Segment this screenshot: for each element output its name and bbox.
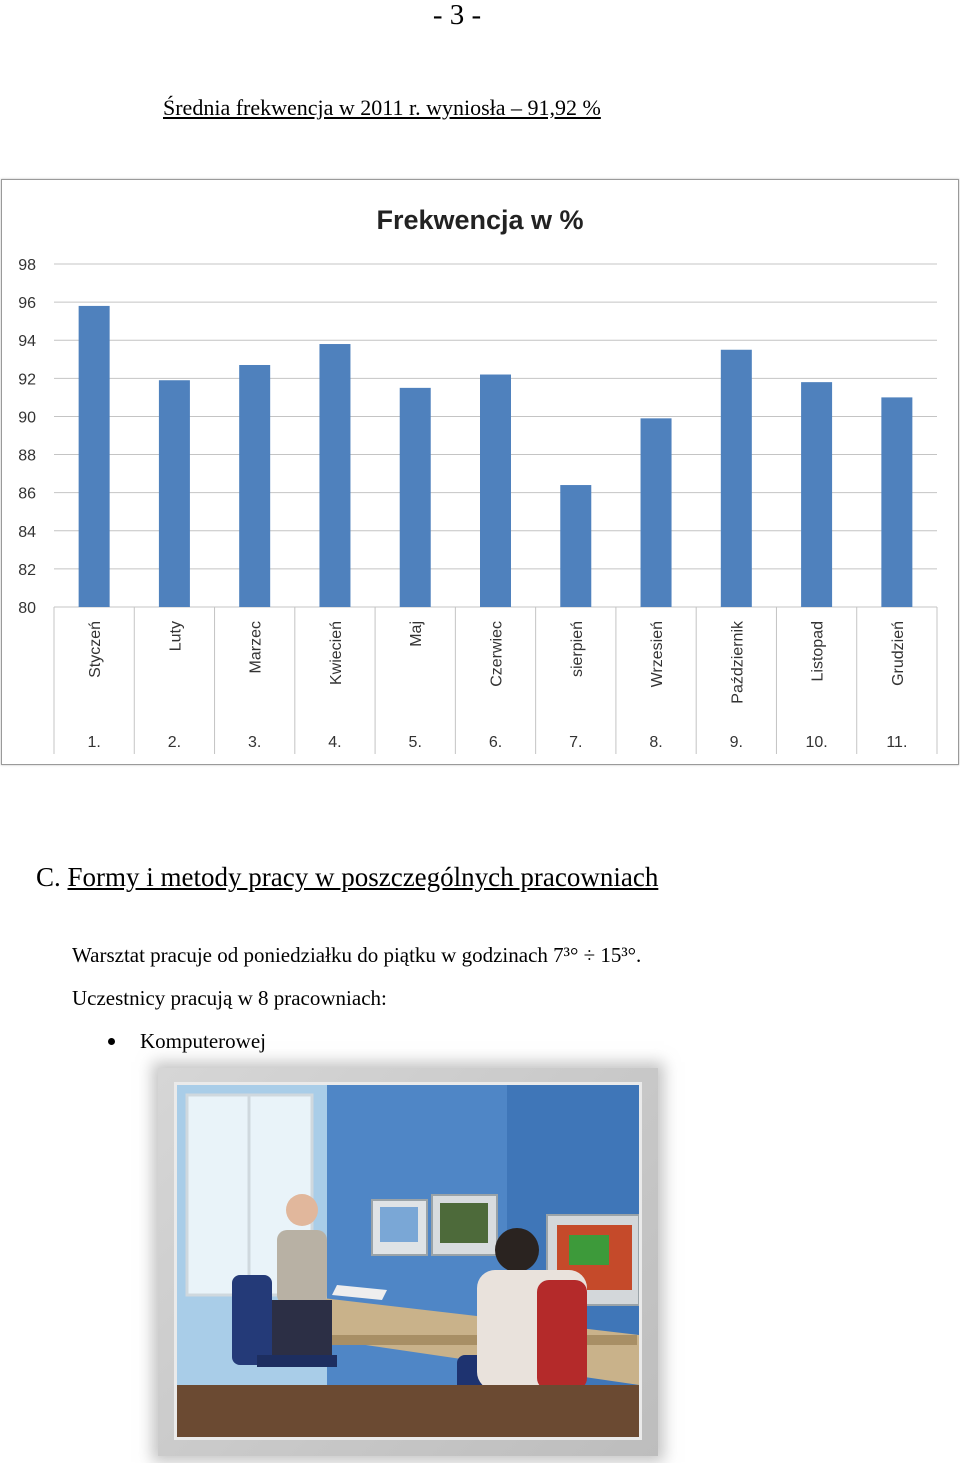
y-tick-label: 90 [18,409,36,427]
y-tick-label: 98 [18,257,36,274]
y-tick-label: 82 [18,561,36,579]
y-tick-label: 94 [18,333,36,351]
list-item [108,1029,266,1054]
x-tick-label: Wrzesień [649,621,667,688]
list-item-label: Komputerowej [140,1029,266,1053]
y-tick-label: 88 [18,447,36,465]
working-hours-paragraph: Warsztat pracuje od poniedziałku do piątku w godzinach 7³° ÷ 15³°. [72,943,642,967]
bar [801,382,832,607]
category-number: 10. [805,734,828,751]
bar [881,397,912,607]
section-title: Formy i metody pracy w poszczególnych pracowniach [67,862,659,892]
category-number: 3. [248,734,262,751]
y-tick-label: 92 [18,371,36,389]
photo-frame [158,1068,658,1456]
x-tick-label: Marzec [247,621,265,674]
bar [400,388,431,607]
category-number: 4. [328,734,342,751]
y-tick-label: 96 [18,295,36,313]
bar [239,365,270,607]
bar [319,344,350,607]
category-number: 2. [167,734,182,751]
y-tick-label: 80 [18,600,36,617]
category-number: 1. [87,734,101,751]
attendance-chart [1,179,959,765]
bar [79,306,110,607]
x-tick-label: Grudzień [889,621,907,686]
section-heading [36,862,658,893]
category-number: 9. [729,734,743,751]
computer-lab-photo [174,1082,642,1440]
workshops-paragraph: Uczestnicy pracują w 8 pracowniach: [72,986,387,1010]
section-letter: C. [36,862,61,892]
y-tick-label: 86 [18,485,36,503]
bar [721,350,752,607]
x-tick-label: Październik [729,621,747,704]
x-tick-label: Maj [408,621,426,647]
x-tick-label: Kwiecień [327,621,345,686]
x-tick-label: Styczeń [87,621,105,678]
category-number: 11. [886,734,908,751]
bar [480,375,511,607]
category-number: 5. [408,734,422,751]
chart-svg [2,180,958,764]
page-number: - 3 - [432,0,482,31]
chart-title: Frekwencja w % [376,205,584,235]
attendance-summary: Średnia frekwencja w 2011 r. wyniosła – 91,92 % [163,95,601,120]
bar [560,485,591,607]
bar [159,380,190,607]
x-tick-label: Luty [167,621,185,652]
computer-lab-illustration [177,1085,639,1437]
category-number: 8. [649,734,663,751]
y-tick-label: 84 [18,523,36,541]
category-number: 6. [488,734,503,751]
x-tick-label: Listopad [809,621,827,682]
category-number: 7. [569,734,583,751]
bar [641,418,672,607]
bullet-icon [108,1038,115,1045]
x-tick-label: sierpień [568,621,586,678]
x-tick-label: Czerwiec [488,621,506,687]
